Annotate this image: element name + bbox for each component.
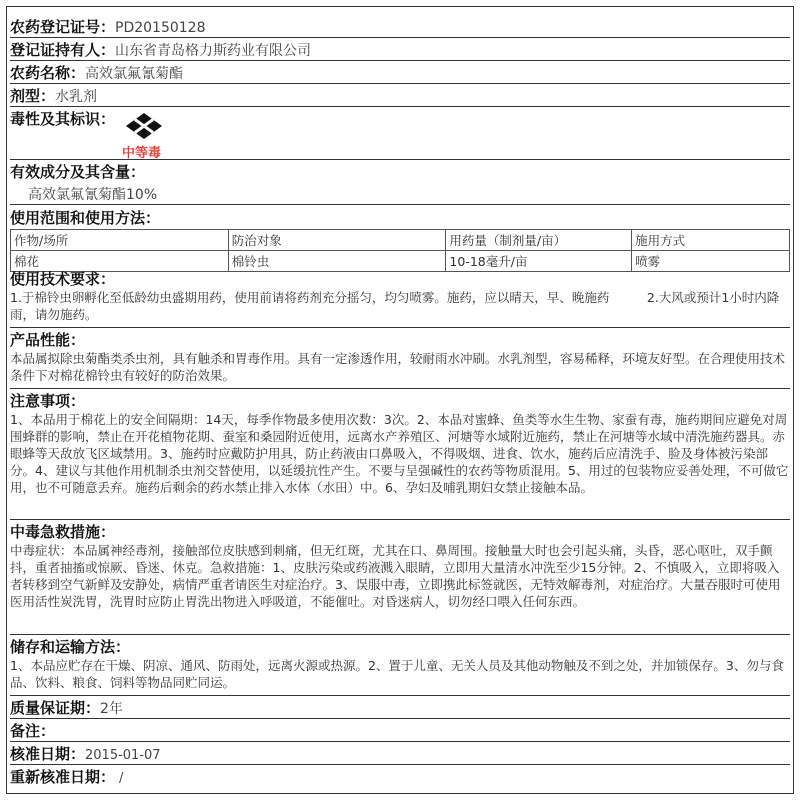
table-header-cell: 作物/场所 <box>11 230 229 251</box>
reg-no-value: PD20150128 <box>115 20 206 36</box>
remark-row <box>10 720 790 742</box>
approve-label: 核准日期： <box>10 745 86 763</box>
toxicity-symbol-icon <box>124 112 164 140</box>
storage-text: 1、本品应贮存在干燥、阴凉、通风、防雨处，远离火源或热源。2、置于儿童、无关人员及其他动物触及不到之处，并加锁保存。3、勿与食品、饮料、粮食、饲料等物品同贮同运。 <box>10 658 784 690</box>
form-label: 剂型： <box>10 87 56 105</box>
ingredient-row <box>10 161 790 205</box>
ingredient-value: 高效氯氟氰菊酯10% <box>28 187 158 203</box>
table-cell: 棉铃虫 <box>228 251 446 272</box>
name-label: 农药名称： <box>10 64 86 82</box>
notes-text: 1、本品用于棉花上的安全间隔期：14天，每季作物最多使用次数：3次。2、本品对蜜蜂、鱼类等水生生物、家蚕有毒，施药期间应避免对周围蜂群的影响，禁止在开花植物花期、蚕室和桑园附近使用，远离水产养殖区、河塘等水域附近施药，禁止在河塘等水域中清洗施药器具。赤眼蜂等天敌放飞区域禁用。3、施药时应戴防护用具，防止药液由口鼻吸入，不得吸烟、进食、饮水，施药后应清洗手、脸及身体被污染部分。4、建议与其他作用机制杀虫剂交替使用，以延缓抗性产生。不要与呈强碱性的农药等物质混用。5、用过的包装物应妥善处理，不可做它用，也不可随意丢弃。施药后剩余的药水禁止排入水体（水田）中。6、孕妇及哺乳期妇女禁止接触本品。 <box>10 412 789 495</box>
reapprove-value: / <box>119 771 124 786</box>
notes-section <box>10 390 790 520</box>
toxicity-row <box>10 108 790 160</box>
warranty-label: 质量保证期： <box>10 699 101 717</box>
reg-no-row <box>10 16 790 38</box>
table-header-cell: 用药量（制剂量/亩） <box>446 230 632 251</box>
perf-section <box>10 329 790 389</box>
name-row <box>10 62 790 84</box>
aid-text: 中毒症状：本品属神经毒剂，接触部位皮肤感到刺痛，但无红斑，尤其在口、鼻周围。接触量大时也会引起头痛，头昏，恶心呕吐，双手颤抖，重者抽搐或惊厥、昏迷、休克。急救措施：1、皮肤污染或药液溅入眼睛，立即用大量清水冲洗至少15分钟。2、不慎吸入，立即将吸入者转移到空气新鲜及安静处，病情严重者请医生对症治疗。3、误服中毒，立即携此标签就医，无特效解毒剂，对症治疗。大量吞服时可使用医用活性炭洗胃，洗胃时应防止胃洗出物进入呼吸道，不能催吐。对昏迷病人，切勿经口喂入任何东西。 <box>10 543 781 609</box>
holder-label: 登记证持有人： <box>10 41 116 59</box>
tech-text: 1.于棉铃虫卵孵化至低龄幼虫盛期用药，使用前请将药剂充分摇匀，均匀喷雾。施药，应以晴天，早、晚施药 2.大风或预计1小时内降雨，请勿施药。 <box>10 290 780 322</box>
aid-label: 中毒急救措施： <box>10 523 116 541</box>
approve-value: 2015-01-07 <box>85 748 161 763</box>
holder-row <box>10 39 790 61</box>
notes-label: 注意事项： <box>10 392 86 410</box>
table-cell: 10-18毫升/亩 <box>446 251 632 272</box>
form-row <box>10 85 790 107</box>
toxicity-label: 毒性及其标识： <box>10 110 116 128</box>
approve-row <box>10 743 790 765</box>
form-value: 水乳剂 <box>55 89 98 105</box>
usage-scope-label: 使用范围和使用方法： <box>10 209 161 227</box>
name-value: 高效氯氟氰菊酯 <box>85 66 184 82</box>
reg-no-label: 农药登记证号： <box>10 18 116 36</box>
tech-section <box>10 268 790 328</box>
table-cell: 棉花 <box>11 251 229 272</box>
reapprove-label: 重新核准日期： <box>10 768 116 786</box>
perf-label: 产品性能： <box>10 331 86 349</box>
tech-label: 使用技术要求： <box>10 270 116 288</box>
holder-value: 山东省青岛格力斯药业有限公司 <box>115 43 312 59</box>
remark-label: 备注： <box>10 722 56 740</box>
usage-table <box>10 229 790 272</box>
aid-section <box>10 521 790 635</box>
usage-scope-row <box>10 207 790 227</box>
storage-section <box>10 636 790 696</box>
storage-label: 储存和运输方法： <box>10 638 131 656</box>
warranty-value: 2年 <box>100 701 123 717</box>
table-header-cell: 施用方式 <box>632 230 790 251</box>
perf-text: 本品属拟除虫菊酯类杀虫剂，具有触杀和胃毒作用。具有一定渗透作用，较耐雨水冲刷。水乳剂型，容易稀释，环境友好型。在合理使用技术条件下对棉花棉铃虫有较好的防治效果。 <box>10 351 786 383</box>
toxicity-text: 中等毒 <box>122 146 162 161</box>
warranty-row <box>10 697 790 719</box>
table-header-row <box>11 230 790 251</box>
table-cell: 喷雾 <box>632 251 790 272</box>
table-header-cell: 防治对象 <box>228 230 446 251</box>
ingredient-label: 有效成分及其含量： <box>10 163 146 181</box>
reapprove-row <box>10 766 790 788</box>
